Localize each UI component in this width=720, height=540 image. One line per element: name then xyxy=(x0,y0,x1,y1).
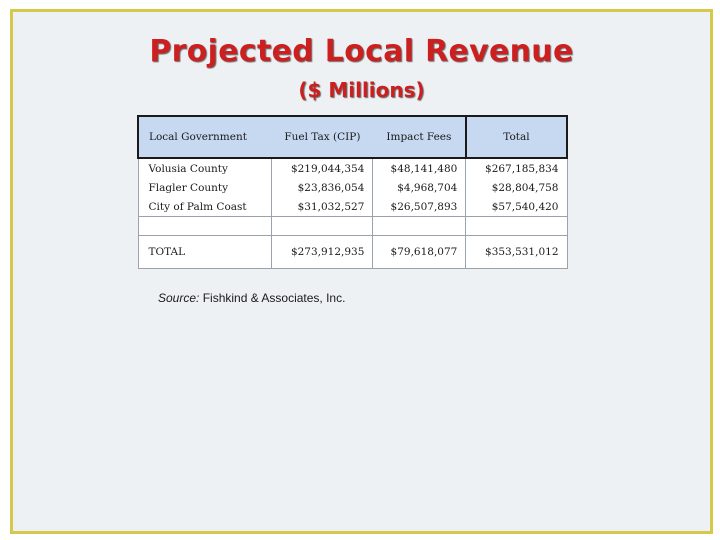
source-text: Fishkind & Associates, Inc. xyxy=(202,291,346,305)
table-row xyxy=(138,178,567,197)
cell-impact-fees: $26,507,893 xyxy=(373,197,466,217)
cell-impact-fees: $48,141,480 xyxy=(373,158,466,178)
cell-government: Flagler County xyxy=(138,178,272,197)
cell-government: City of Palm Coast xyxy=(138,197,272,217)
revenue-table xyxy=(137,115,568,269)
total-label: TOTAL xyxy=(138,236,272,269)
cell-impact-fees: $4,968,704 xyxy=(373,178,466,197)
table-header-row xyxy=(138,116,567,158)
header-fuel-tax: Fuel Tax (CIP) xyxy=(272,116,373,158)
spacer-cell xyxy=(373,217,466,236)
source-label: Source: xyxy=(158,291,200,305)
cell-fuel-tax: $23,836,054 xyxy=(272,178,373,197)
table-row xyxy=(138,197,567,217)
revenue-table-container xyxy=(137,115,568,269)
header-impact-fees: Impact Fees xyxy=(373,116,466,158)
spacer-cell xyxy=(466,217,567,236)
table-spacer-row xyxy=(138,217,567,236)
cell-fuel-tax: $31,032,527 xyxy=(272,197,373,217)
cell-total: $57,540,420 xyxy=(466,197,567,217)
spacer-cell xyxy=(138,217,272,236)
total-impact-fees: $79,618,077 xyxy=(373,236,466,269)
page-subtitle: ($ Millions) xyxy=(298,78,425,102)
header-local-government: Local Government xyxy=(138,116,272,158)
cell-fuel-tax: $219,044,354 xyxy=(272,158,373,178)
table-row xyxy=(138,158,567,178)
slide xyxy=(10,9,713,534)
cell-total: $267,185,834 xyxy=(466,158,567,178)
page-title: Projected Local Revenue xyxy=(149,34,574,69)
total-grand-total: $353,531,012 xyxy=(466,236,567,269)
cell-government: Volusia County xyxy=(138,158,272,178)
source-citation xyxy=(158,291,345,305)
total-fuel-tax: $273,912,935 xyxy=(272,236,373,269)
header-total: Total xyxy=(466,116,567,158)
table-total-row xyxy=(138,236,567,269)
cell-total: $28,804,758 xyxy=(466,178,567,197)
spacer-cell xyxy=(272,217,373,236)
